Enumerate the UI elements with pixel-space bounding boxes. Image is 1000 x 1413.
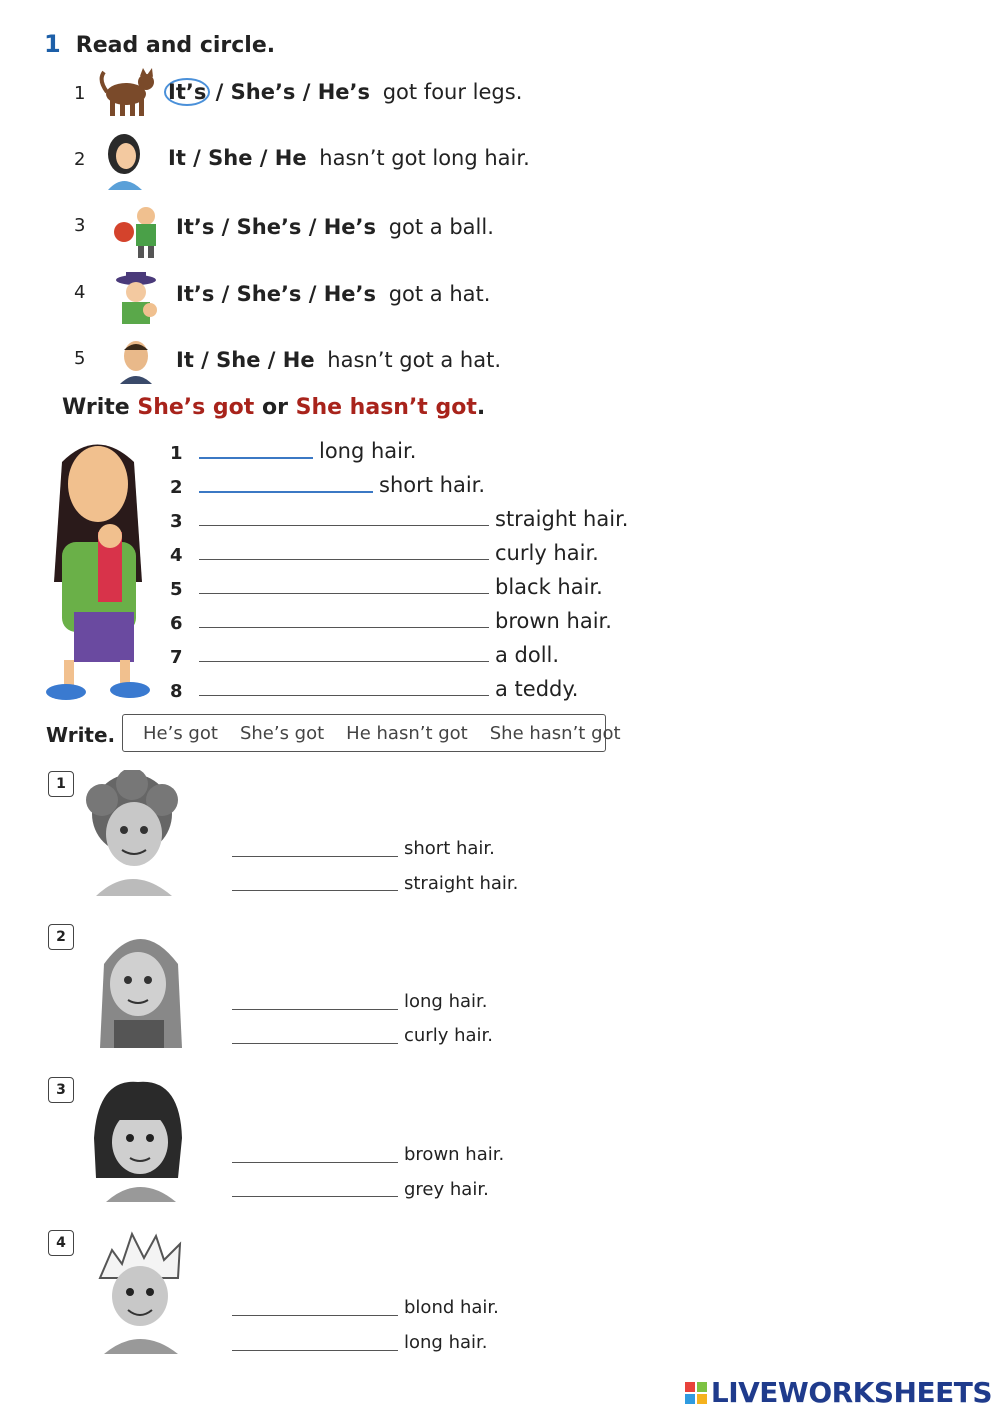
word-bank <box>122 714 621 752</box>
answer-blank[interactable] <box>232 1350 398 1351</box>
item-text: black hair. <box>495 575 603 599</box>
item-number: 5 <box>74 348 86 369</box>
title-part: Write <box>62 395 138 420</box>
exercise-2-title <box>62 395 485 420</box>
logo-icon <box>685 1382 707 1404</box>
question-number: 2 <box>48 924 74 950</box>
title-highlight: She hasn’t got <box>295 395 477 420</box>
item-number: 5 <box>170 579 183 600</box>
item-text: straight hair. <box>495 507 629 531</box>
word-option: He hasn’t got <box>346 722 468 744</box>
item-number: 4 <box>74 282 86 303</box>
answer-blank[interactable] <box>232 856 398 857</box>
options[interactable]: It’s / She’s / He’s <box>176 215 377 239</box>
item-number: 7 <box>170 647 183 668</box>
title-part: . <box>476 395 486 420</box>
options[interactable]: It / She / He <box>176 348 315 372</box>
question-number: 1 <box>48 771 74 797</box>
sentence-text: hasn’t got a hat. <box>327 348 501 372</box>
question-number: 4 <box>48 1230 74 1256</box>
boy-with-ball-picture <box>110 204 162 258</box>
answer-blank-3[interactable] <box>199 525 489 526</box>
answer-blank[interactable] <box>232 1162 398 1163</box>
exercise-3-label: Write. <box>46 723 116 747</box>
sentence-text: got a hat. <box>388 282 491 306</box>
item-number: 2 <box>74 149 86 170</box>
sentence-3 <box>176 215 494 239</box>
word-option: He’s got <box>143 722 218 744</box>
girl-with-hat-picture <box>110 270 164 326</box>
item-text: brown hair. <box>495 609 612 633</box>
answer-blank-5[interactable] <box>199 593 489 594</box>
sentence-2 <box>168 146 530 170</box>
answer-blank-6[interactable] <box>199 627 489 628</box>
item-text: long hair. <box>319 439 417 463</box>
dark-hair-girl-picture <box>88 1078 186 1202</box>
hair-text: straight hair. <box>404 873 519 894</box>
question-number: 3 <box>48 1077 74 1103</box>
item-text: a doll. <box>495 643 560 667</box>
logo-text: LIVEWORKSHEETS <box>710 1376 992 1409</box>
answer-blank-4[interactable] <box>199 559 489 560</box>
title-highlight: She’s got <box>137 395 255 420</box>
hair-text: short hair. <box>404 838 495 859</box>
girl-with-doll-picture <box>42 432 154 702</box>
answer-blank[interactable] <box>232 1009 398 1010</box>
hair-text: long hair. <box>404 991 488 1012</box>
options[interactable]: It / She / He <box>168 146 307 170</box>
exercise-title: Read and circle. <box>75 33 276 58</box>
options[interactable]: It’s / She’s / He’s <box>176 282 377 306</box>
sentence-text: hasn’t got long hair. <box>319 146 530 170</box>
answer-blank[interactable] <box>232 890 398 891</box>
answer-blank-7[interactable] <box>199 661 489 662</box>
item-number: 1 <box>170 443 183 464</box>
man-picture <box>116 338 156 384</box>
hair-text: brown hair. <box>404 1144 505 1165</box>
long-hair-girl-picture <box>94 924 186 1048</box>
exercise-1-header <box>44 30 275 58</box>
word-option: She hasn’t got <box>489 722 621 744</box>
item-number: 2 <box>170 477 183 498</box>
blond-hair-boy-picture <box>92 1230 192 1354</box>
title-part: or <box>254 395 296 420</box>
answer-blank-2[interactable] <box>199 491 373 493</box>
item-number: 3 <box>74 215 86 236</box>
sentence-5 <box>176 348 501 372</box>
hair-text: curly hair. <box>404 1025 493 1046</box>
answer-blank[interactable] <box>232 1196 398 1197</box>
answer-blank[interactable] <box>232 1043 398 1044</box>
item-number: 3 <box>170 511 183 532</box>
sentence-1 <box>166 80 522 104</box>
word-option: She’s got <box>239 722 325 744</box>
hair-text: grey hair. <box>404 1179 489 1200</box>
sentence-4 <box>176 282 490 306</box>
item-text: short hair. <box>379 473 486 497</box>
hair-text: blond hair. <box>404 1297 499 1318</box>
sentence-text: got a ball. <box>388 215 494 239</box>
answer-blank[interactable] <box>232 1315 398 1316</box>
circled-answer[interactable]: It’s <box>164 78 210 106</box>
item-number: 8 <box>170 681 183 702</box>
options[interactable]: / She’s / He’s <box>208 80 371 104</box>
woman-picture <box>104 132 146 190</box>
item-text: curly hair. <box>495 541 599 565</box>
cat-picture <box>98 66 158 118</box>
item-text: a teddy. <box>495 677 579 701</box>
answer-blank-8[interactable] <box>199 695 489 696</box>
item-number: 1 <box>74 83 86 104</box>
curly-hair-boy-picture <box>80 770 184 896</box>
hair-text: long hair. <box>404 1332 488 1353</box>
answer-blank-1[interactable] <box>199 457 313 459</box>
exercise-number: 1 <box>44 30 61 58</box>
sentence-text: got four legs. <box>382 80 523 104</box>
item-number: 4 <box>170 545 183 566</box>
item-number: 6 <box>170 613 183 634</box>
liveworksheets-logo[interactable] <box>685 1376 992 1409</box>
